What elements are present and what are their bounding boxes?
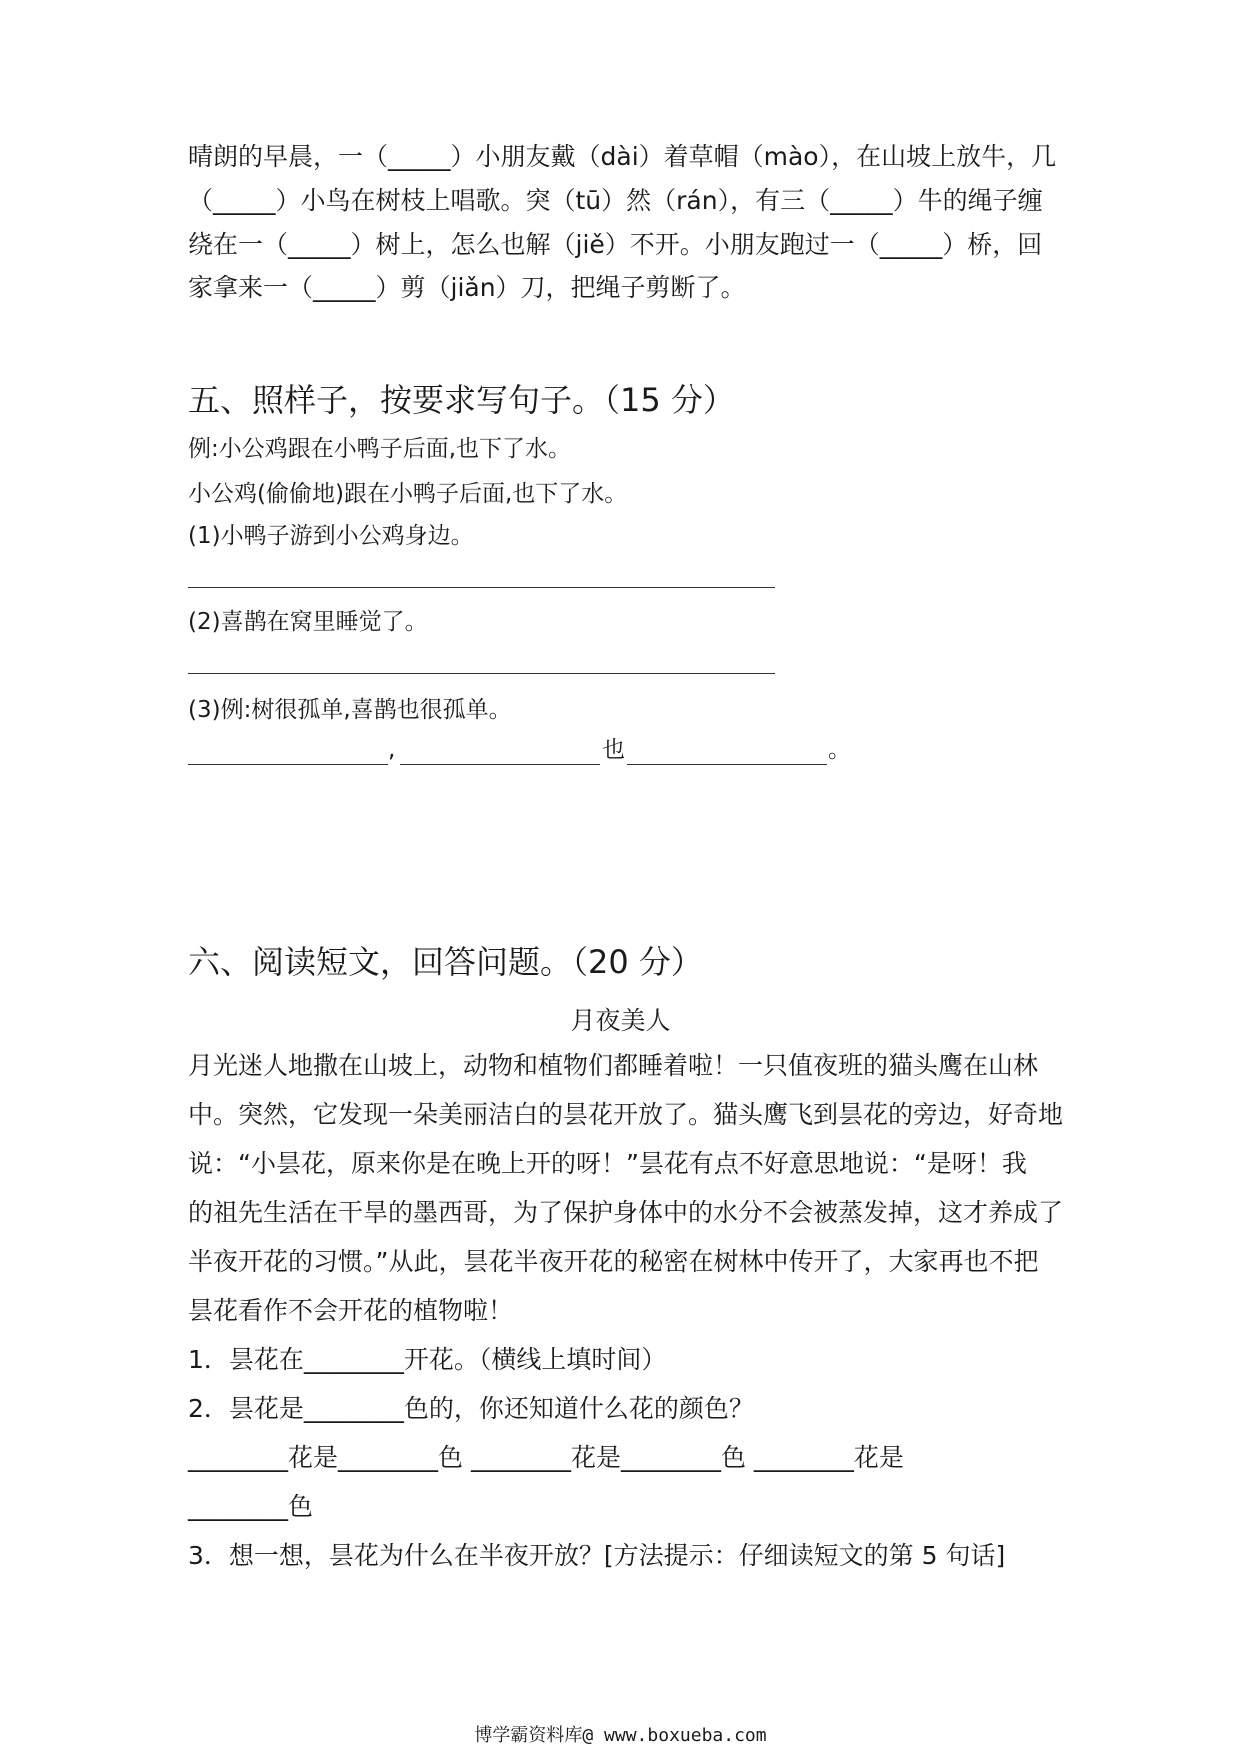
- section6-question-1: 1．昙花在________开花。（横线上填时间）: [188, 1345, 667, 1374]
- section6-q2-answer-line-1[interactable]: ________花是________色 ________花是________色 ________花是: [188, 1443, 904, 1472]
- passage-line-5: 半夜开花的习惯。”从此，昙花半夜开花的秘密在树林中传开了，大家再也不把: [188, 1247, 1039, 1276]
- answer-line-1[interactable]: [188, 587, 775, 588]
- footer-watermark: 博学霸资料库@ www.boxueba.com: [474, 1725, 767, 1746]
- section5-question-2: (2)喜鹊在窝里睡觉了。: [188, 609, 428, 635]
- section5-example: 例:小公鸡跟在小鸭子后面,也下了水。: [188, 436, 572, 462]
- section5-question-1: (1)小鸭子游到小公鸡身边。: [188, 523, 474, 549]
- passage-line-6: 昙花看作不会开花的植物啦！: [188, 1296, 514, 1325]
- passage-line-4: 的祖先生活在干旱的墨西哥，为了保护身体中的水分不会被蒸发掉，这才养成了: [188, 1198, 1064, 1227]
- section6-q2-answer-line-2[interactable]: ________色: [188, 1492, 314, 1521]
- q3-period: 。: [828, 737, 851, 763]
- fill-passage-line-1: 晴朗的早晨，一（_____）小朋友戴（dài）着草帽（mào），在山坡上放牛，几: [188, 142, 1057, 171]
- answer-blank-3c[interactable]: [627, 764, 827, 765]
- answer-blank-3b[interactable]: [400, 764, 600, 765]
- section5-question-3: (3)例:树很孤单,喜鹊也很孤单。: [188, 697, 512, 723]
- passage-title: 月夜美人: [570, 1006, 671, 1035]
- answer-blank-3a[interactable]: [188, 764, 388, 765]
- passage-line-3: 说：“小昙花，原来你是在晚上开的呀！”昙花有点不好意思地说：“是呀！我: [188, 1149, 1027, 1178]
- section6-heading: 六、阅读短文，回答问题。（20 分）: [188, 943, 703, 981]
- section6-question-2: 2．昙花是________色的，你还知道什么花的颜色？: [188, 1394, 754, 1423]
- fill-passage-line-2: （_____）小鸟在树枝上唱歌。突（tū）然（rán），有三（_____）牛的绳子缠: [188, 186, 1043, 215]
- fill-passage-line-3: 绕在一（_____）树上，怎么也解（jiě）不开。小朋友跑过一（_____）桥，回: [188, 230, 1043, 259]
- answer-line-2[interactable]: [188, 673, 775, 674]
- q3-comma: ,: [388, 737, 396, 763]
- fill-passage-line-4: 家拿来一（_____）剪（jiǎn）刀，把绳子剪断了。: [188, 273, 746, 302]
- section5-example-answer: 小公鸡(偷偷地)跟在小鸭子后面,也下了水。: [188, 481, 628, 507]
- section5-heading: 五、照样子，按要求写句子。（15 分）: [188, 381, 735, 419]
- section6-question-3: 3．想一想，昙花为什么在半夜开放？[方法提示：仔细读短文的第 5 句话]: [188, 1541, 1006, 1570]
- passage-line-2: 中。突然，它发现一朵美丽洁白的昙花开放了。猫头鹰飞到昙花的旁边，好奇地: [188, 1100, 1064, 1129]
- q3-also: 也: [602, 737, 625, 763]
- passage-line-1: 月光迷人地撒在山坡上，动物和植物们都睡着啦！一只值夜班的猫头鹰在山林: [188, 1051, 1039, 1080]
